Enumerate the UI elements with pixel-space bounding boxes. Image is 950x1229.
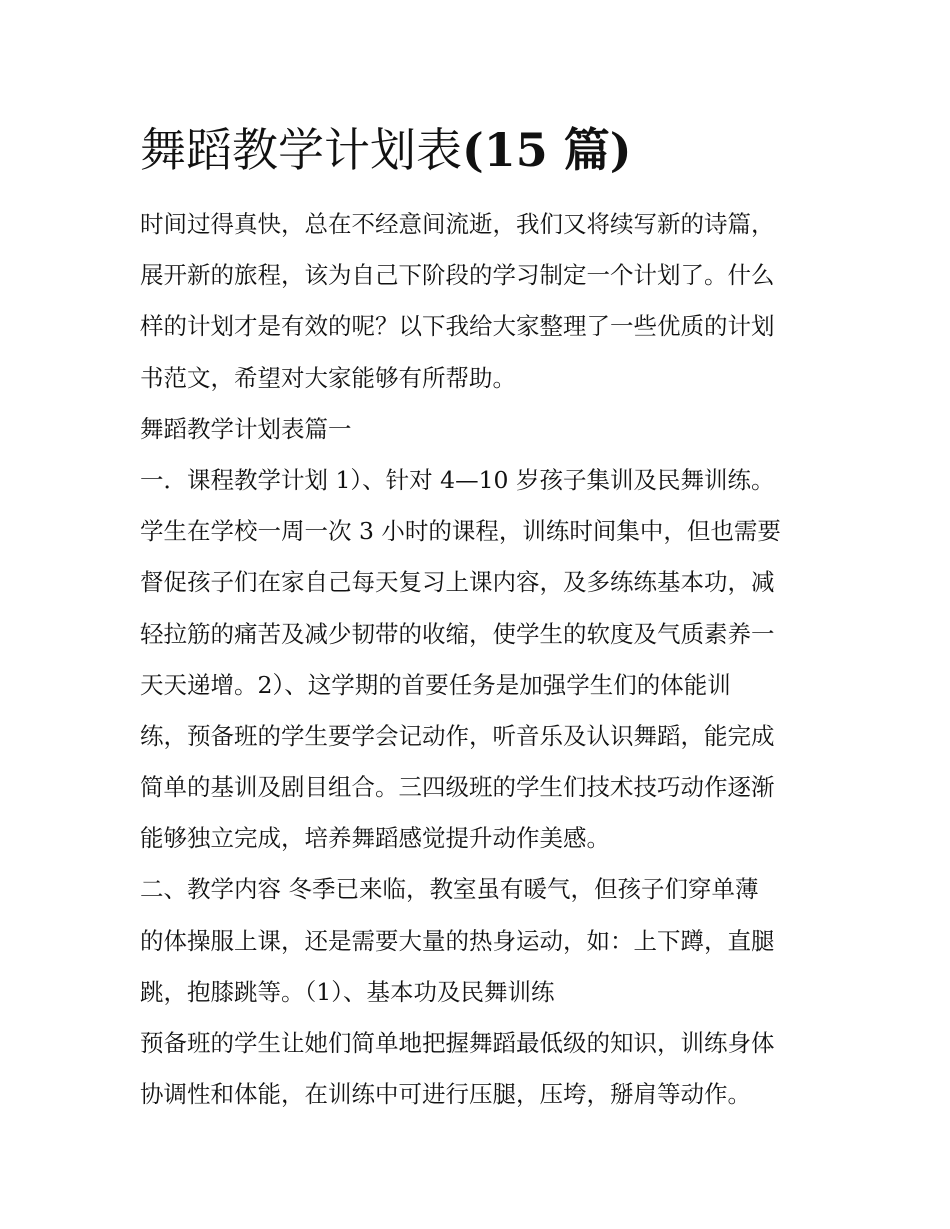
body-line-4: 书范文，希望对大家能够有所帮助。 xyxy=(140,363,516,392)
body-line-6: 一．课程教学计划 1）、针对 4—10 岁孩子集训及民舞训练。 xyxy=(140,465,775,494)
body-line-8: 督促孩子们在家自己每天复习上课内容，及多练练基本功，减 xyxy=(140,568,775,597)
title-main: 舞蹈教学计划表 xyxy=(140,123,462,177)
title-suffix: (15 篇) xyxy=(462,123,632,177)
body-line-15: 的体操服上课，还是需要大量的热身运动，如：上下蹲，直腿 xyxy=(140,926,775,955)
body-line-18: 协调性和体能，在训练中可进行压腿，压垮，掰肩等动作。 xyxy=(140,1080,751,1109)
document-body xyxy=(140,199,820,1120)
body-line-9: 轻拉筋的痛苦及减少韧带的收缩，使学生的软度及气质素养一 xyxy=(140,619,775,648)
document-title xyxy=(140,110,632,190)
body-line-3: 样的计划才是有效的呢？以下我给大家整理了一些优质的计划 xyxy=(140,312,775,341)
body-line-14: 二、教学内容 冬季已来临，教室虽有暖气，但孩子们穿单薄 xyxy=(140,875,759,904)
body-line-13: 能够独立完成，培养舞蹈感觉提升动作美感。 xyxy=(140,824,610,853)
body-line-7: 学生在学校一周一次 3 小时的课程，训练时间集中，但也需要 xyxy=(140,517,781,546)
body-line-1: 时间过得真快，总在不经意间流逝，我们又将续写新的诗篇， xyxy=(140,210,775,238)
body-line-16: 跳，抱膝跳等。（1）、基本功及民舞训练 xyxy=(140,977,555,1006)
body-line-10: 天天递增。2）、这学期的首要任务是加强学生们的体能训 xyxy=(140,670,731,699)
body-line-2: 展开新的旅程，该为自己下阶段的学习制定一个计划了。什么 xyxy=(140,261,775,290)
body-line-17: 预备班的学生让她们简单地把握舞蹈最低级的知识，训练身体 xyxy=(140,1029,775,1057)
body-line-11: 练，预备班的学生要学会记动作，听音乐及认识舞蹈，能完成 xyxy=(140,721,775,750)
body-line-12: 简单的基训及剧目组合。三四级班的学生们技术技巧动作逐渐 xyxy=(140,773,775,802)
section-heading-1: 舞蹈教学计划表篇一 xyxy=(140,414,352,443)
